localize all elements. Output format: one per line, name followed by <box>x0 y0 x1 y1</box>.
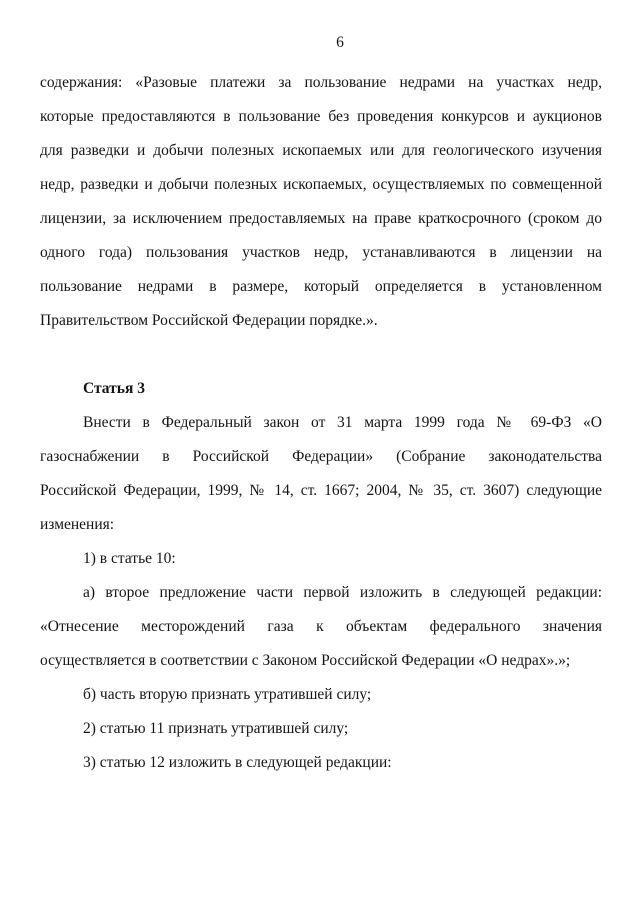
text-line: Российской Федерации, 1999, № 14, ст. 1667; 2004, № 35, ст. 3607) следующие <box>40 482 602 499</box>
text-line: б) часть вторую признать утратившей силу; <box>83 686 372 703</box>
text-line: недр, разведки и добычи полезных ископаемых, осуществляемых по совмещенной <box>40 176 602 193</box>
text-line: 3) статью 12 изложить в следующей редакции: <box>83 754 392 771</box>
text-line: одного года) пользования участков недр, устанавливаются в лицензии на <box>40 244 602 261</box>
text-line: 1) в статье 10: <box>83 550 176 567</box>
text-line: пользование недрами в размере, который определяется в установленном <box>40 278 602 295</box>
text-line: Внести в Федеральный закон от 31 марта 1999 года № 69-ФЗ «О <box>83 414 602 431</box>
text-line: содержания: «Разовые платежи за пользование недрами на участках недр, <box>40 74 602 91</box>
text-line: 2) статью 11 признать утратившей силу; <box>83 720 349 737</box>
text-line: газоснабжении в Российской Федерации» (Собрание законодательства <box>40 448 602 465</box>
text-line: лицензии, за исключением предоставляемых на праве краткосрочного (сроком до <box>40 210 602 227</box>
article-heading: Статья 3 <box>83 380 145 397</box>
blank-line <box>40 338 602 372</box>
text-line: которые предоставляются в пользование без проведения конкурсов и аукционов <box>40 108 602 125</box>
text-line: Правительством Российской Федерации порядке.». <box>40 312 378 329</box>
text-line: осуществляется в соответствии с Законом Российской Федерации «О недрах».»; <box>40 652 571 669</box>
text-line: «Отнесение месторождений газа к объектам федерального значения <box>40 618 602 635</box>
text-line: для разведки и добычи полезных ископаемых или для геологического изучения <box>40 142 602 159</box>
document-body <box>40 66 602 780</box>
page-number: 6 <box>336 34 344 51</box>
text-line: а) второе предложение части первой изложить в следующей редакции: <box>83 584 602 601</box>
text-line: изменения: <box>40 516 115 533</box>
